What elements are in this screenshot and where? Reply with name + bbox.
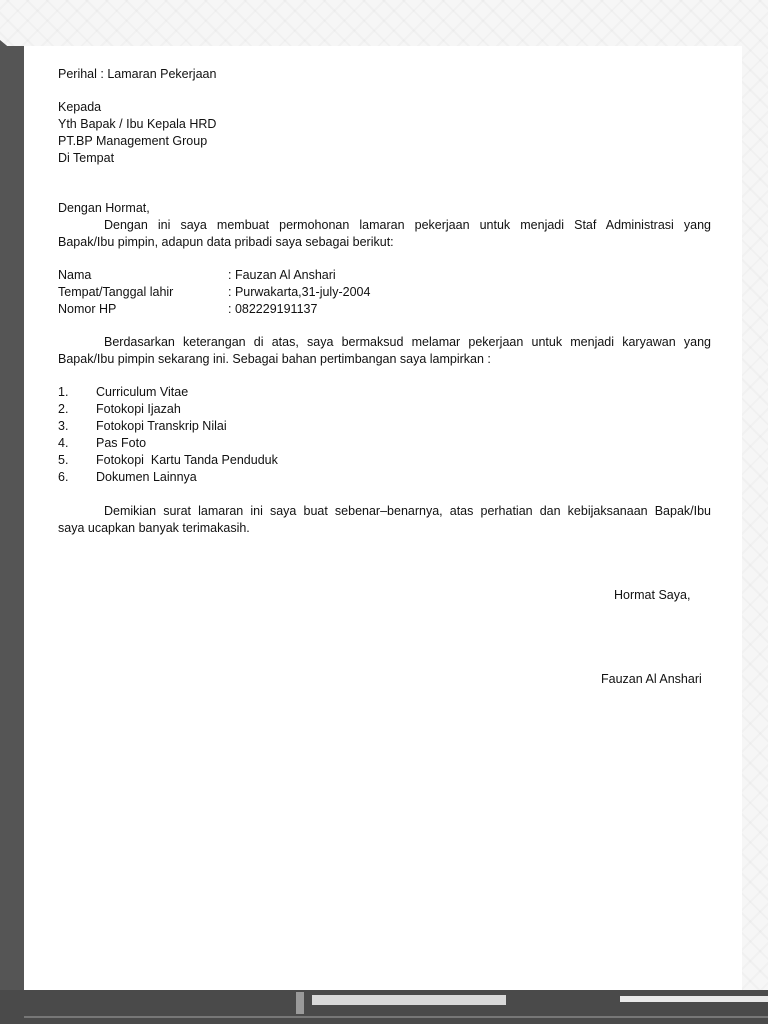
attachment-number: 1. bbox=[58, 385, 69, 399]
personal-value-phone: : 082229191137 bbox=[228, 302, 318, 316]
personal-label-birth: Tempat/Tanggal lahir bbox=[58, 285, 174, 299]
recipient-line-2: PT.BP Management Group bbox=[58, 134, 208, 148]
attachment-item: Fotokopi Kartu Tanda Penduduk bbox=[96, 453, 278, 467]
intro-line-2: Bapak/Ibu pimpin, adapun data pribadi saya sebagai berikut: bbox=[58, 235, 394, 249]
bottom-divider-line bbox=[24, 1016, 768, 1018]
body-paragraph bbox=[58, 334, 711, 368]
recipient-to: Kepada bbox=[58, 100, 102, 114]
attachment-number: 2. bbox=[58, 402, 69, 416]
personal-label-name: Nama bbox=[58, 268, 92, 282]
intro-paragraph bbox=[58, 217, 711, 251]
recipient-line-3: Di Tempat bbox=[58, 151, 115, 165]
recipient-line-1: Yth Bapak / Ibu Kepala HRD bbox=[58, 117, 217, 131]
signoff: Hormat Saya, bbox=[614, 588, 691, 602]
personal-value-name: : Fauzan Al Anshari bbox=[228, 268, 336, 282]
personal-label-phone: Nomor HP bbox=[58, 302, 117, 316]
attachment-number: 5. bbox=[58, 453, 69, 467]
personal-value-birth: : Purwakarta,31-july-2004 bbox=[228, 285, 371, 299]
closing-line-1: Demikian surat lamaran ini saya buat sebenar–benarnya, atas perhatian dan kebijaksanaan Bapak/Ibu bbox=[104, 504, 711, 518]
closing-line-2: saya ucapkan banyak terimakasih. bbox=[58, 521, 250, 535]
left-decorative-bar bbox=[0, 46, 24, 1024]
attachment-item: Pas Foto bbox=[96, 436, 147, 450]
body-line-1: Berdasarkan keterangan di atas, saya bermaksud melamar pekerjaan untuk menjadi karyawan yang bbox=[104, 335, 711, 349]
body-line-2: Bapak/Ibu pimpin sekarang ini. Sebagai bahan pertimbangan saya lampirkan : bbox=[58, 352, 491, 366]
closing-paragraph bbox=[58, 503, 711, 537]
bottom-accent-block bbox=[296, 992, 304, 1014]
attachment-number: 6. bbox=[58, 470, 69, 484]
greeting: Dengan Hormat, bbox=[58, 201, 150, 215]
bottom-accent-stripe bbox=[312, 995, 506, 1005]
attachment-item: Dokumen Lainnya bbox=[96, 470, 197, 484]
signature-name: Fauzan Al Anshari bbox=[601, 672, 702, 686]
attachment-number: 4. bbox=[58, 436, 69, 450]
attachment-item: Fotokopi Transkrip Nilai bbox=[96, 419, 227, 433]
attachment-item: Curriculum Vitae bbox=[96, 385, 189, 399]
attachment-item: Fotokopi Ijazah bbox=[96, 402, 181, 416]
intro-line-1: Dengan ini saya membuat permohonan lamaran pekerjaan untuk menjadi Staf Administrasi yang bbox=[104, 218, 711, 232]
bottom-accent-stripe-right bbox=[620, 996, 768, 1002]
letter-subject: Perihal : Lamaran Pekerjaan bbox=[58, 67, 217, 81]
attachment-number: 3. bbox=[58, 419, 69, 433]
